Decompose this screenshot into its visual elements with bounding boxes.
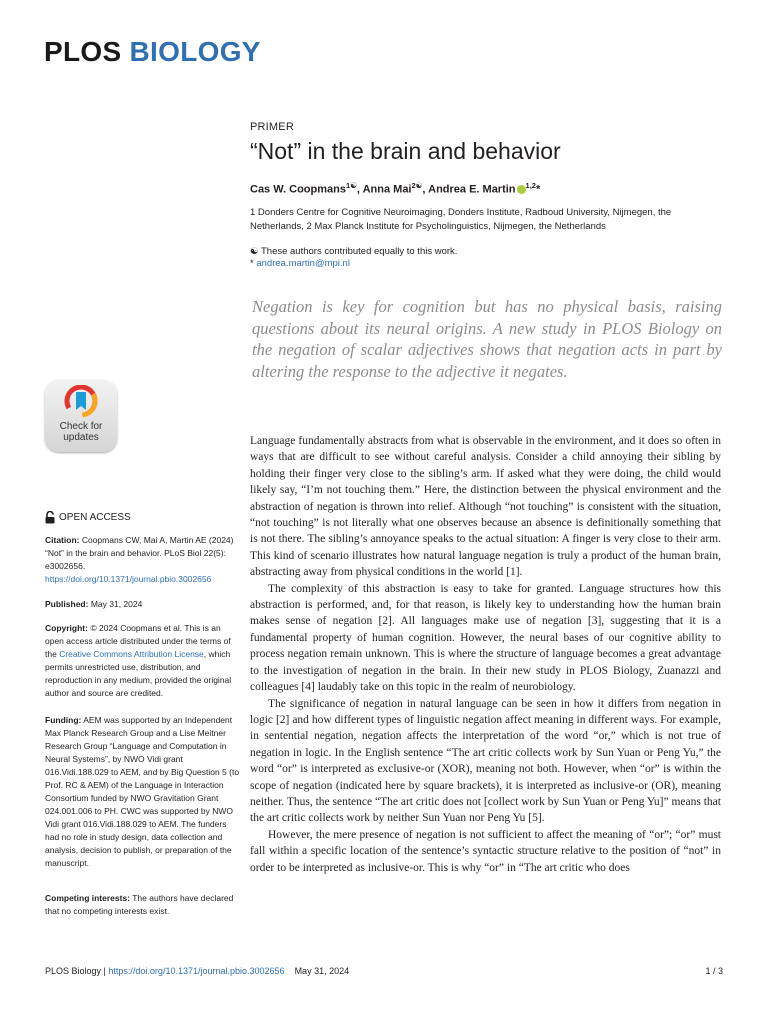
citation-doi-link[interactable]: https://doi.org/10.1371/journal.pbio.3002656 (45, 574, 212, 584)
license-link[interactable]: Creative Commons Attribution License (59, 649, 204, 659)
article-title: “Not” in the brain and behavior (250, 138, 561, 164)
body-paragraph: However, the mere presence of negation is not sufficient to affect the meaning of “or”; “or” must fall within a specific location of the sentence’s syntactic structure relative to the position of “not” in order to be interpreted as inclusive-or. This is why “or” in “The art critic who does (250, 828, 721, 874)
orcid-icon[interactable] (517, 185, 526, 194)
journal-logo (44, 36, 261, 68)
body-paragraph: The complexity of this abstraction is easy to take for granted. Language structures how this abstraction is performed, and, for that reason, is likely key to understanding how the human brain makes sense of negation [2]. All languages make use of negation [3], suggesting that it is a fundamental property of human cognition. However, the neural bases of our cognitive ability to process negation remain unknown. This is where the structure of language becomes a great advantage to the investigation of negation in the brain. In their new study in PLOS Biology, Zuanazzi and colleagues [4] laudably take on this topic in the realm of neurobiology. (250, 582, 721, 694)
author-sup: 2☯ (411, 181, 423, 190)
journal-name-part1: PLOS (44, 36, 122, 67)
funding-text: AEM was supported by an Independent Max Planck Research Group and a Lise Meitner Research Group “Language and Computation in Neural Systems”, by NWO Vidi grant 016.Vidi.188.029 to AEM, and by Big Question 5 (to Prof. RC & AEM) of the Language in Interaction Consortium funded by NWO Gravitation Grant 024.001.006 to PH. CWC was supported by NWO Vidi grant 016.Vidi.188.029 to AEM. The funders had no role in study design, data collection and analysis, decision to publish, or preparation of the manuscript. (45, 715, 240, 868)
check-for-updates-badge[interactable] (45, 380, 117, 452)
copyright-text: © 2024 Coopmans et al. This is an open access article distributed under the terms of the (45, 623, 231, 659)
abstract: Negation is key for cognition but has no physical basis, raising questions about its neural origins. A new study in PLOS Biology on the negation of scalar adjectives shows that negation acts in part by altering the response to the adjective it negates. (252, 297, 722, 381)
competing-text: The authors have declared that no competing interests exist. (45, 893, 234, 916)
page-number: 1 / 3 (705, 966, 723, 976)
author-name[interactable]: Cas W. Coopmans (250, 183, 346, 196)
published-label: Published: (45, 599, 89, 609)
article-type: PRIMER (250, 121, 294, 133)
equal-contribution-note: ☯ These authors contributed equally to this work. (250, 246, 458, 257)
article-body (250, 433, 721, 876)
badge-line2: updates (63, 431, 99, 443)
funding-block (45, 714, 240, 870)
corresponding-mark: * (535, 183, 541, 196)
copyright-block (45, 622, 240, 700)
corresponding-mark: * (250, 258, 254, 269)
body-paragraph: Language fundamentally abstracts from what is observable in the environment, and it does so often in ways that are difficult to see without careful analysis. Consider a child annoying their sibling by holding their finger very close to the sibling’s arm. If asked what they were doing, the child would likely say, “I’m not touching them.” Here, the distinction between the physical environment and the abstraction of negation is thrown into relief. Although “not touching” is consistent with the situation, “not touching” is not literally what one observes because an absence is definitionally something that is not there. The sibling’s annoyance speaks to the actual situation: A finger is very close to their arm. This kind of scenario illustrates how natural language negation is truly a product of the human brain, abstracting away from physical conditions in the world [1]. (250, 435, 721, 579)
open-lock-icon (45, 511, 55, 524)
copyright-text-cont: , which permits unrestricted use, distribution, and reproduction in any medium, provided the original author and source are credited. (45, 649, 232, 698)
journal-name-part2: BIOLOGY (129, 36, 261, 67)
competing-interests-block (45, 892, 240, 918)
footer-doi-link[interactable]: https://doi.org/10.1371/journal.pbio.3002656 (108, 966, 285, 976)
open-access-label (45, 511, 131, 524)
author-name[interactable]: Anna Mai (362, 183, 412, 196)
citation-text: Coopmans CW, Mai A, Martin AE (2024) “Not” in the brain and behavior. PLoS Biol 22(5): e3002656. (45, 535, 234, 571)
page-footer (45, 966, 723, 976)
body-paragraph: The significance of negation in natural language can be seen in how it differs from negation in logic [2] and how different types of linguistic negation affect meaning in different ways. For example, in sentential negation, negation affects the interpretation of the word “or,” which is not true of negation in logic. In the English sentence “The art critic collects work by Sun Yuan or Peng Yu,” the word “or” is interpreted as exclusive-or (XOR), meaning not both. However, when “or” is within the scope of negation (indicated here by square brackets), it is interpreted as inclusive-or (OR), meaning neither. Thus, the sentence “The art critic does not [collect work by Sun Yuan or Peng Yu]” means that the art critic collects work by neither Sun Yuan nor Peng Yu [5]. (250, 697, 721, 825)
citation-label: Citation: (45, 535, 80, 545)
footer-date: May 31, 2024 (294, 966, 350, 976)
author-sup: 1☯ (345, 181, 357, 190)
author-notes (250, 246, 457, 270)
competing-label: Competing interests: (45, 893, 131, 903)
badge-line1: Check for (59, 421, 103, 432)
corresponding-email-link[interactable]: andrea.martin@mpi.nl (256, 258, 350, 269)
published-date: May 31, 2024 (90, 599, 143, 609)
copyright-label: Copyright: (45, 623, 88, 633)
author-list: Cas W. Coopmans$^{1☯}$, Anna Mai$^{2☯}$, Andrea E. Martin $^{1,2}$* (250, 181, 541, 196)
footer-separator: | (103, 966, 106, 976)
author-sup: 1,2 (525, 181, 536, 190)
footer-journal: PLOS Biology (45, 966, 102, 976)
open-access-text: OPEN ACCESS (59, 512, 131, 523)
bookmark-ribbon-icon (63, 385, 99, 421)
funding-label: Funding: (45, 715, 82, 725)
author-name[interactable]: Andrea E. Martin (428, 183, 516, 196)
published-block (45, 598, 240, 611)
affiliations: 1 Donders Centre for Cognitive Neuroimaging, Donders Institute, Radboud University, Nijmegen, the Netherlands, 2 Max Planck Institute for Psycholinguistics, Nijmegen, the Netherlands (250, 207, 672, 232)
citation-block (45, 534, 240, 586)
